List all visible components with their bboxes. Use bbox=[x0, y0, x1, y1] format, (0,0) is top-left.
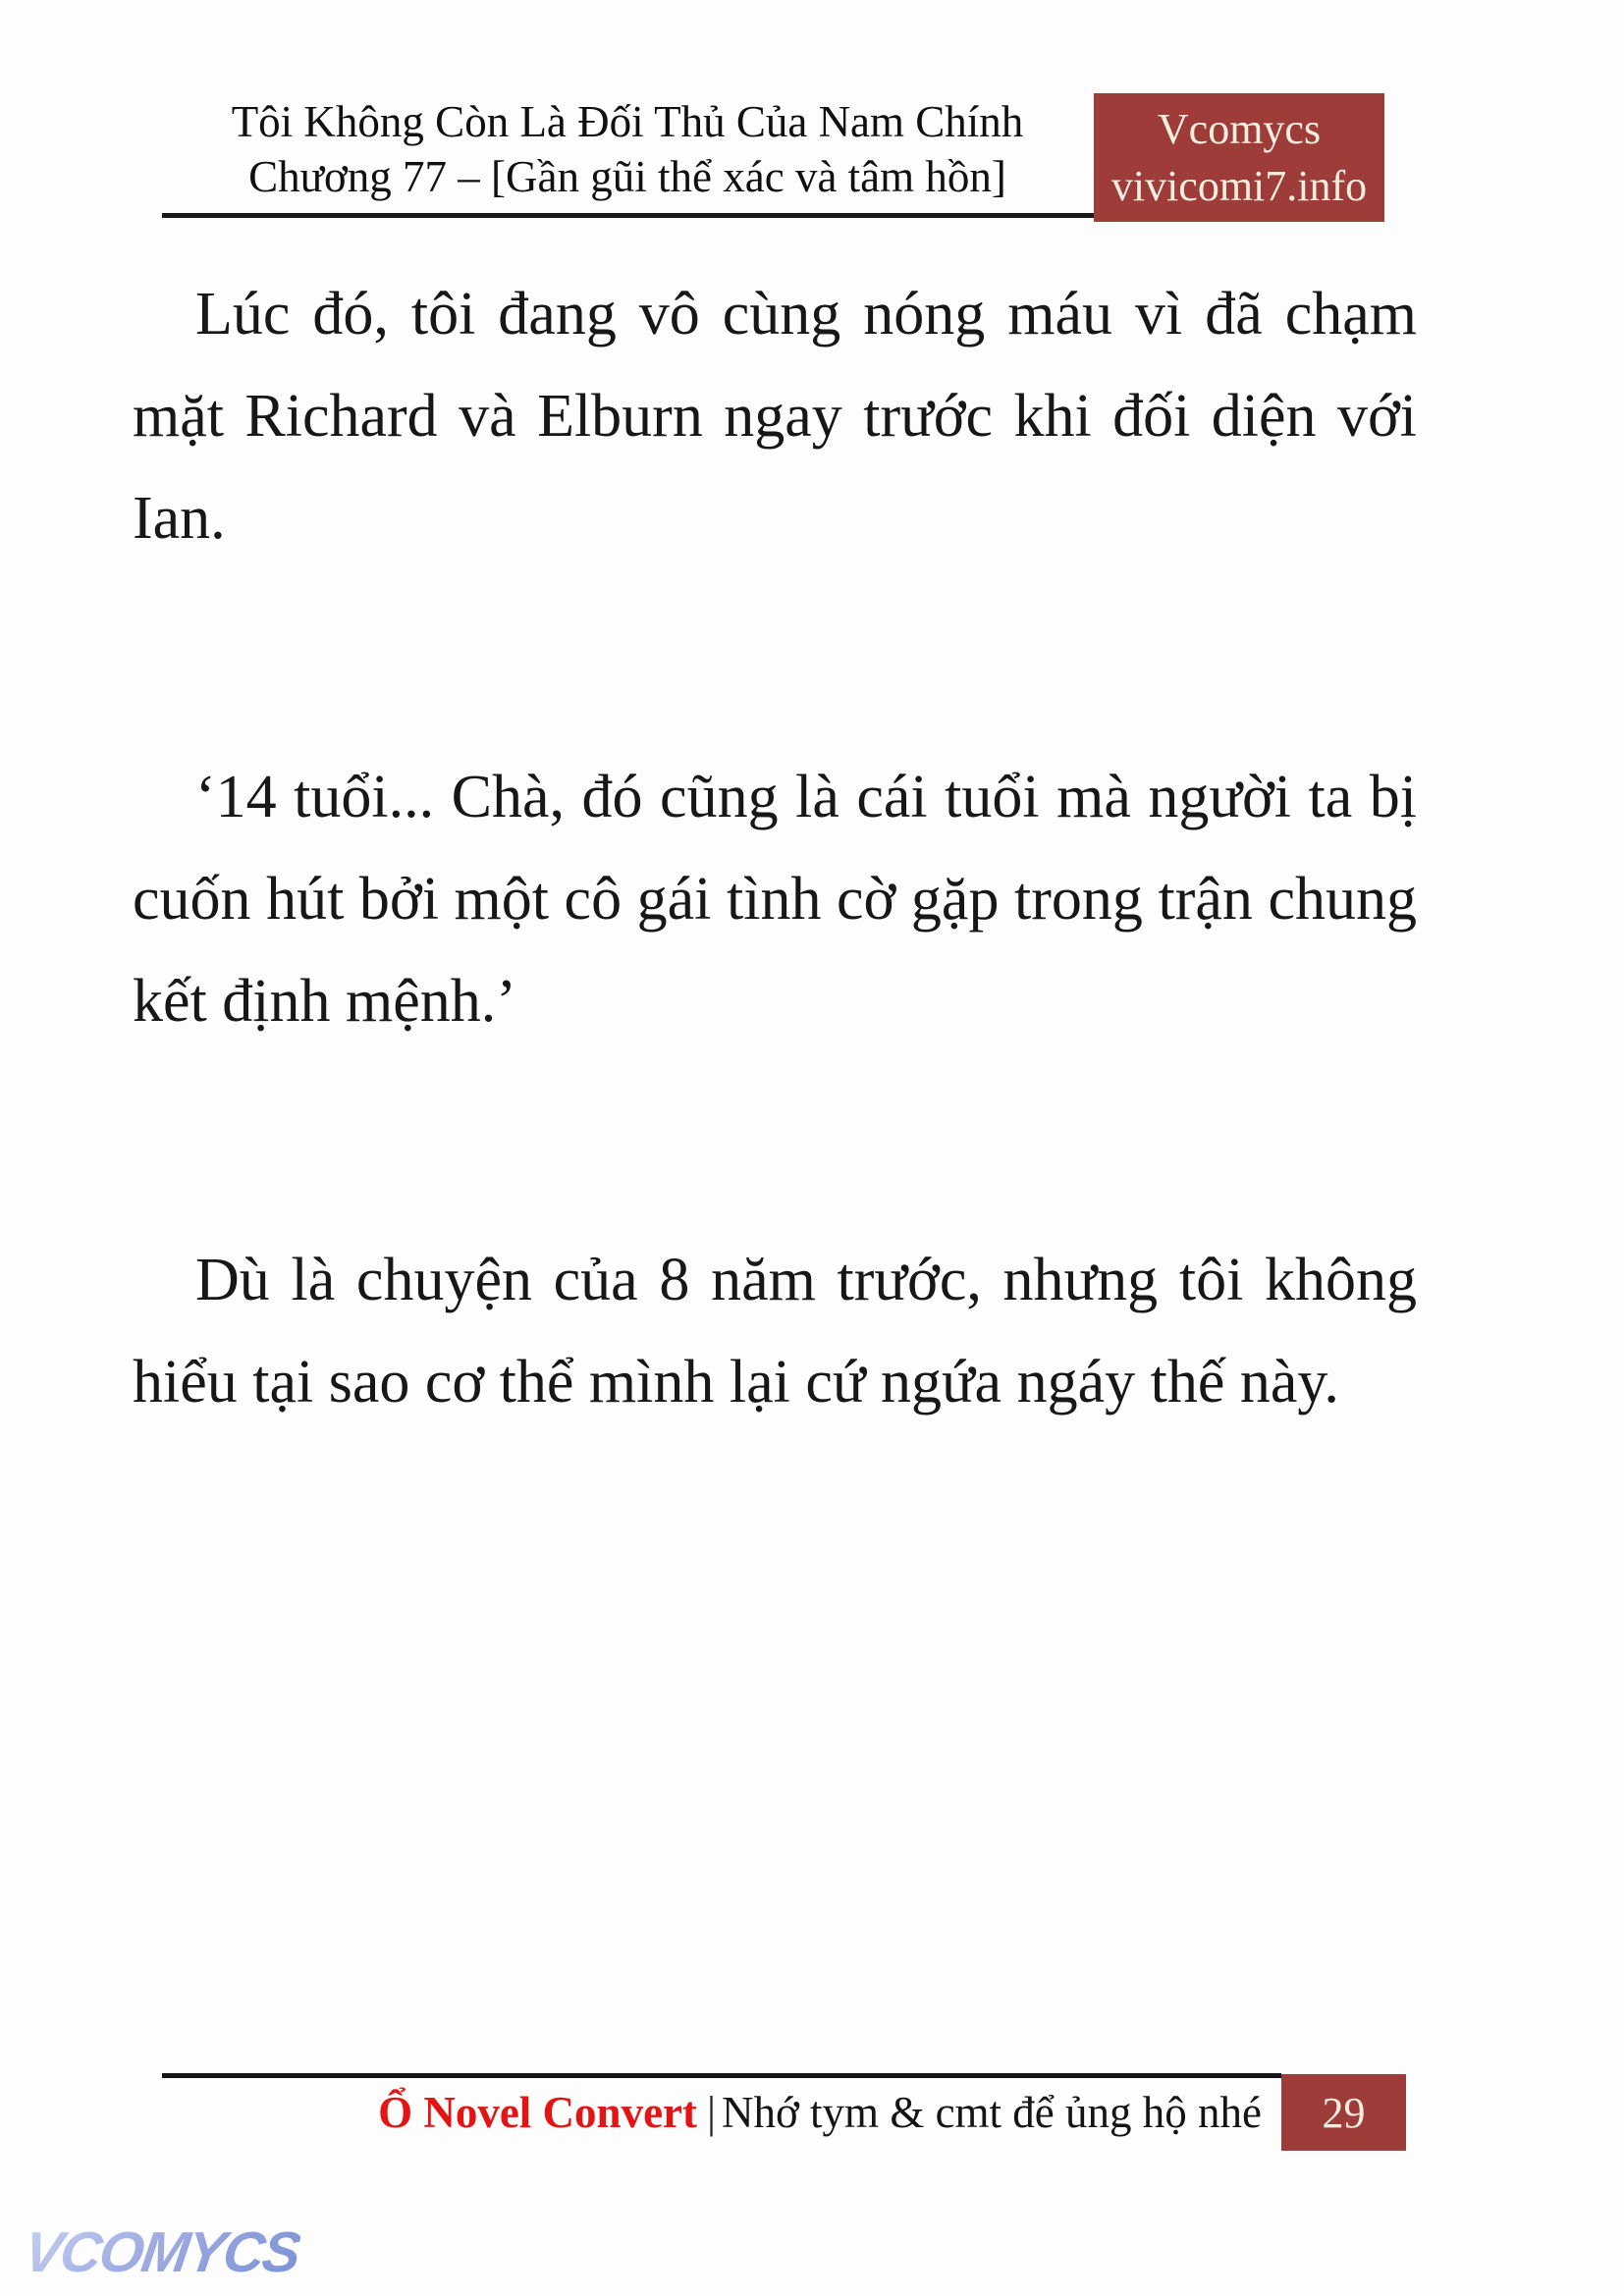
header-chapter: Chương 77 – [Gần gũi thể xác và tâm hồn] bbox=[248, 152, 1006, 201]
vcomycs-watermark-logo bbox=[20, 2211, 303, 2293]
footer-rule bbox=[162, 2073, 1281, 2078]
badge-site-url: vivicomi7.info bbox=[1110, 161, 1368, 210]
publisher-badge bbox=[1094, 93, 1384, 222]
badge-site-name: Vcomycs bbox=[1157, 104, 1322, 153]
paragraph: ‘14 tuổi... Chà, đó cũng là cái tuổi mà người ta bị cuốn hút bởi một cô gái tình cờ gặp trong trận chung kết định mệnh.’ bbox=[133, 764, 1417, 1035]
header-rule bbox=[162, 213, 1094, 218]
footer-brand: Ổ Novel Convert bbox=[378, 2088, 697, 2137]
header-title: Tôi Không Còn Là Đối Thủ Của Nam Chính bbox=[231, 97, 1024, 146]
footer-separator: | bbox=[707, 2088, 717, 2137]
watermark-text: VCOMYCS bbox=[20, 2219, 303, 2284]
paragraph: Dù là chuyện của 8 năm trước, nhưng tôi không hiểu tại sao cơ thể mình lại cứ ngứa ngáy thế này. bbox=[133, 1247, 1417, 1415]
page-number: 29 bbox=[1322, 2088, 1366, 2137]
footer-note: Nhớ tym & cmt để ủng hộ nhé bbox=[722, 2088, 1262, 2137]
story-text bbox=[133, 263, 1417, 1433]
page-header bbox=[162, 94, 1093, 204]
paragraph: Lúc đó, tôi đang vô cùng nóng máu vì đã chạm mặt Richard và Elburn ngay trước khi đối diện với Ian. bbox=[133, 281, 1417, 552]
page-number-badge bbox=[1281, 2074, 1406, 2151]
page-footer bbox=[162, 2082, 1262, 2143]
